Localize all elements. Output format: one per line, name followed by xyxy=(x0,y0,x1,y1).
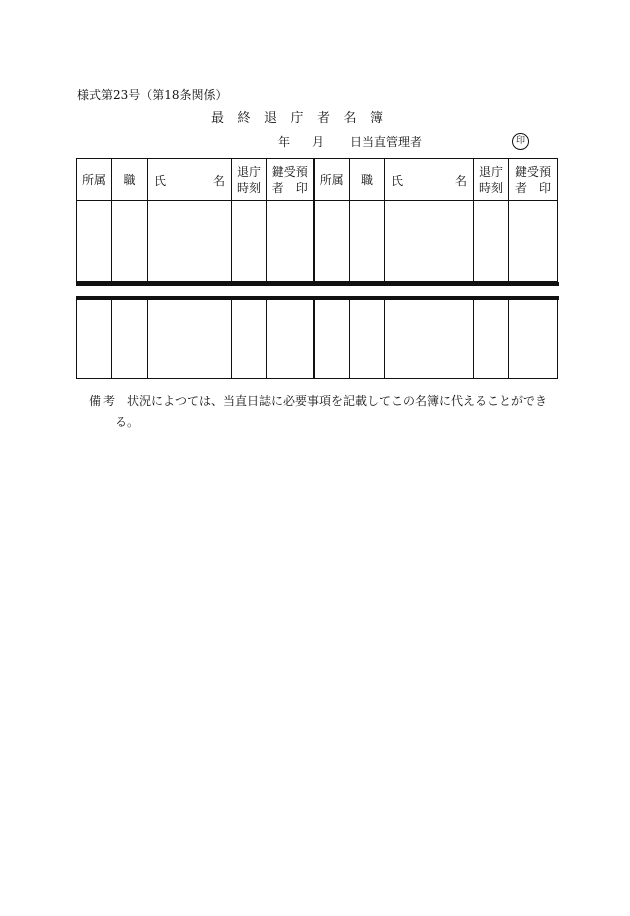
date-month-label: 月 xyxy=(312,135,325,149)
header-position: 職 xyxy=(112,159,148,201)
header-leave-line2: 時刻 xyxy=(236,180,261,195)
document-title: 最終退庁者名簿 xyxy=(211,111,397,126)
header-affiliation: 所属 xyxy=(77,159,112,201)
cell-key-seal xyxy=(509,201,558,282)
cell-affiliation xyxy=(314,299,350,379)
cell-leave-time xyxy=(232,299,267,379)
cell-leave-time xyxy=(474,299,509,379)
cell-position xyxy=(350,299,385,379)
cell-position xyxy=(112,299,148,379)
cell-position xyxy=(350,201,385,282)
header-name-family: 氏 xyxy=(391,174,404,188)
cell-affiliation xyxy=(77,299,112,379)
table-header-row xyxy=(77,159,558,201)
cell-affiliation xyxy=(314,201,350,282)
remarks-text-line2: る。 xyxy=(115,415,140,429)
remarks xyxy=(89,391,559,433)
date-manager-line xyxy=(278,133,422,150)
cell-affiliation xyxy=(77,201,112,282)
cell-leave-time xyxy=(474,201,509,282)
remarks-text-line1: 状況によつては、当直日誌に必要事項を記載してこの名簿に代えることができ xyxy=(127,394,548,408)
header-name-given: 名 xyxy=(454,174,467,188)
omission-divider-top xyxy=(76,282,559,286)
header-key-line1: 鍵受預 xyxy=(514,164,551,179)
header-key-line2: 者 印 xyxy=(271,180,308,195)
header-leave-time xyxy=(232,159,267,201)
header-leave-time xyxy=(474,159,509,201)
cell-position xyxy=(112,201,148,282)
cell-name xyxy=(385,201,474,282)
cell-name xyxy=(148,201,232,282)
cell-key-seal xyxy=(509,299,558,379)
header-affiliation: 所属 xyxy=(314,159,350,201)
cell-name xyxy=(385,299,474,379)
cell-name xyxy=(148,299,232,379)
register-table-bottom xyxy=(76,298,558,379)
register-table-top xyxy=(76,158,558,282)
cell-key-seal xyxy=(267,299,314,379)
header-name xyxy=(148,159,232,201)
header-key-seal xyxy=(509,159,558,201)
table-row xyxy=(77,201,558,282)
header-key-line1: 鍵受預 xyxy=(271,164,308,179)
header-position: 職 xyxy=(350,159,385,201)
form-number: 様式第23号（第18条関係） xyxy=(77,88,228,102)
header-leave-line2: 時刻 xyxy=(478,180,503,195)
header-leave-line1: 退庁 xyxy=(236,164,261,179)
cell-leave-time xyxy=(232,201,267,282)
table-row xyxy=(77,299,558,379)
date-year-label: 年 xyxy=(278,135,291,149)
header-name-given: 名 xyxy=(212,174,225,188)
header-name xyxy=(385,159,474,201)
date-day-manager-label: 日当直管理者 xyxy=(350,135,423,149)
header-key-line2: 者 印 xyxy=(514,180,551,195)
remarks-label: 備考 xyxy=(89,394,118,408)
seal-icon: 印 xyxy=(512,133,529,150)
header-key-seal xyxy=(267,159,314,201)
header-name-family: 氏 xyxy=(154,174,167,188)
cell-key-seal xyxy=(267,201,314,282)
header-leave-line1: 退庁 xyxy=(478,164,503,179)
